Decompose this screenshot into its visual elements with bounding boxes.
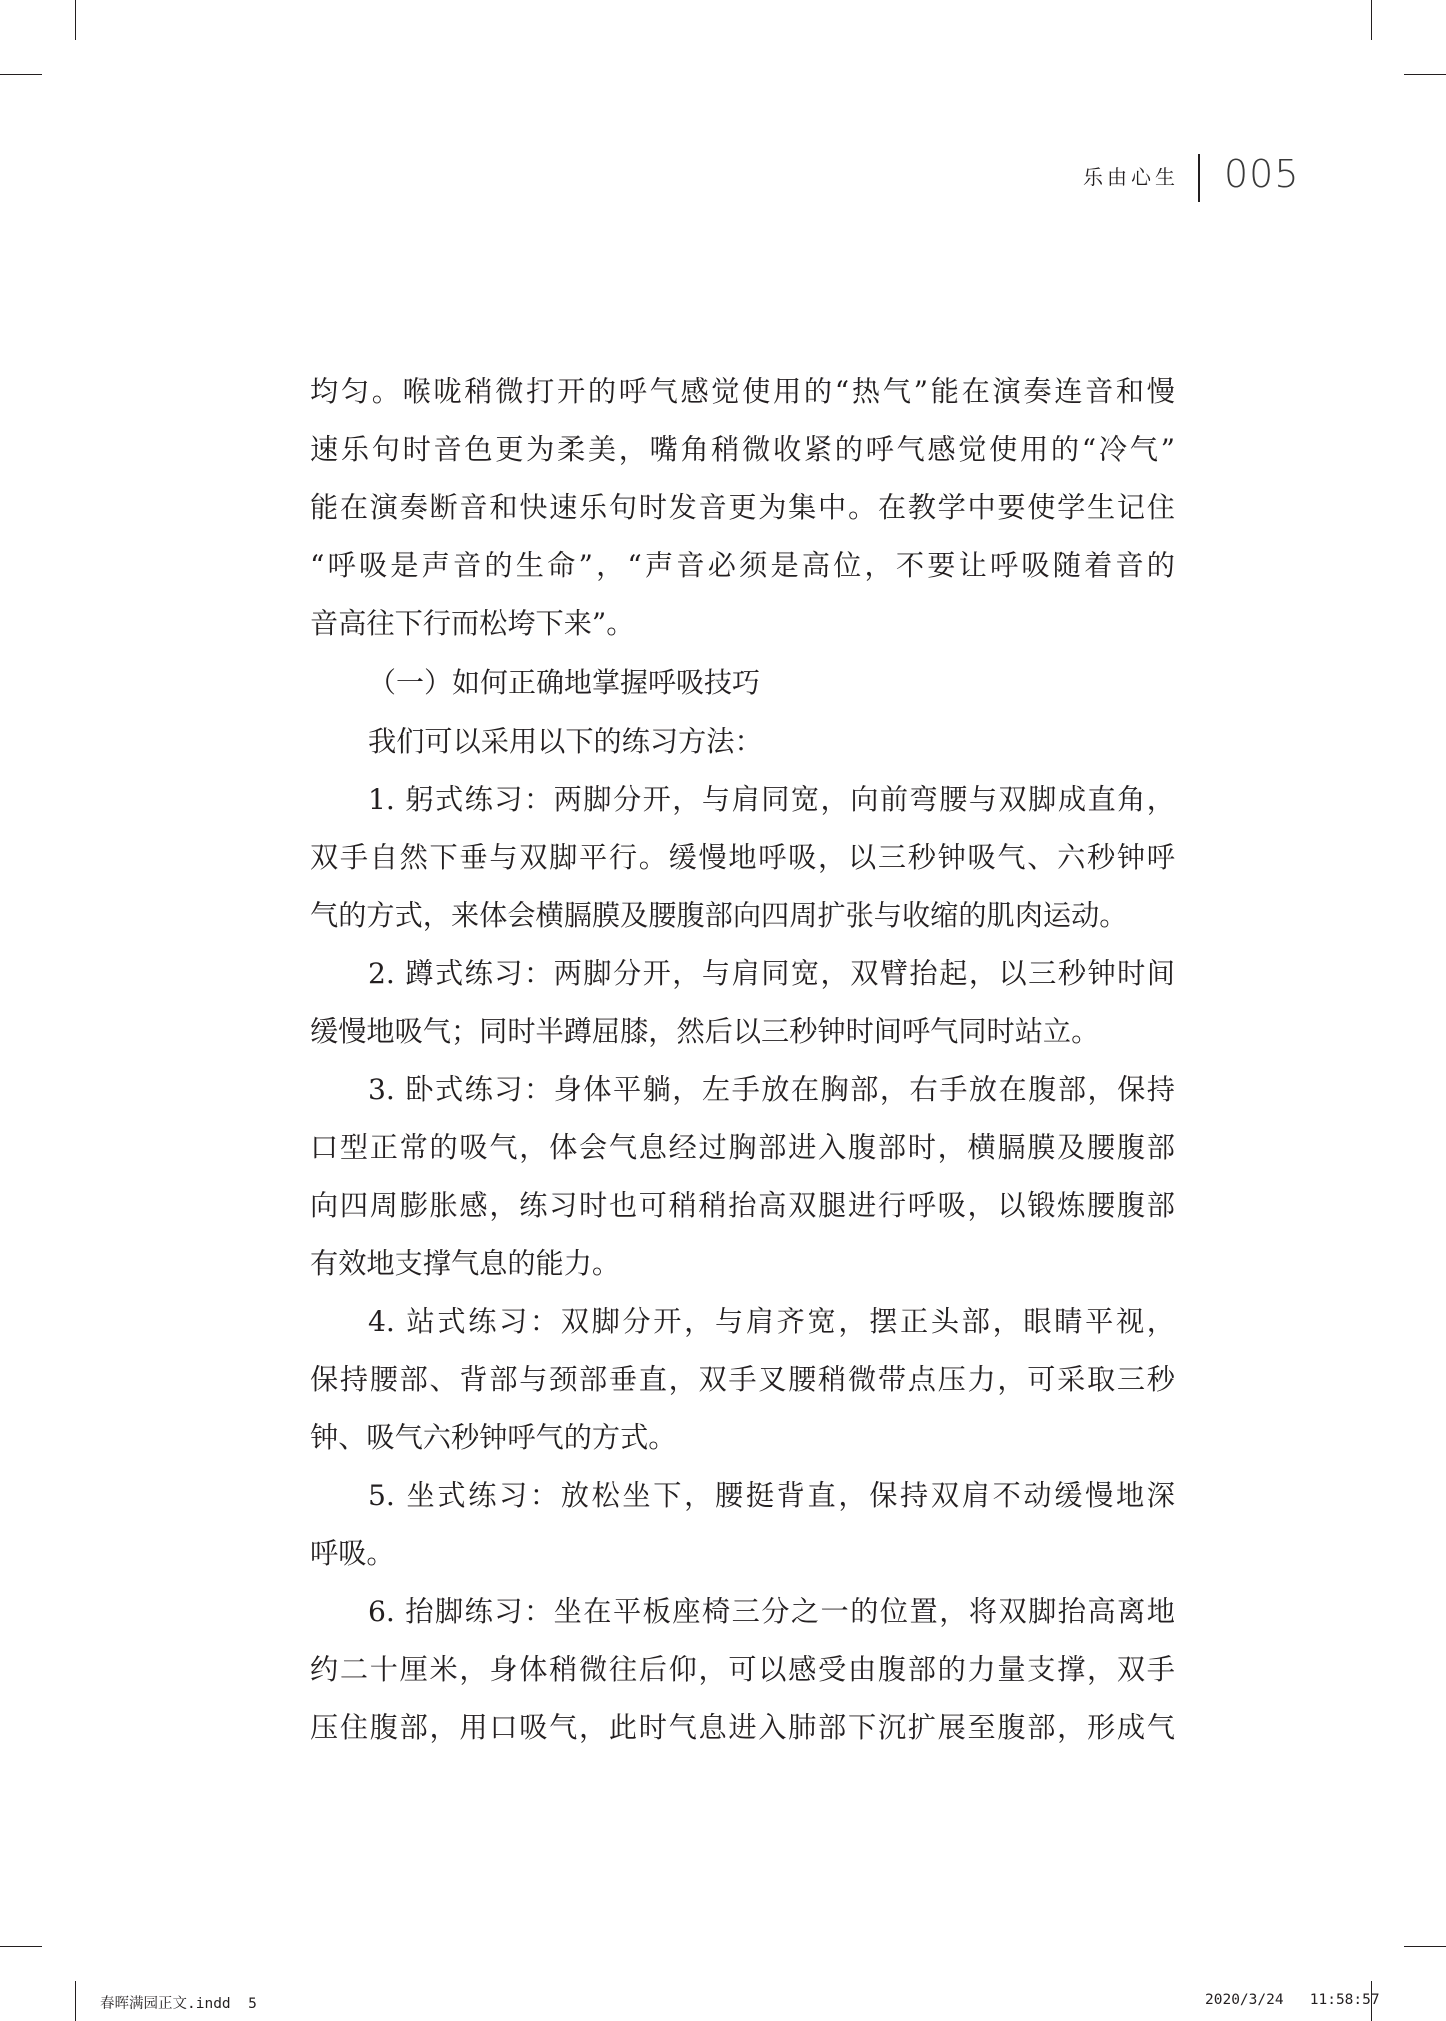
item-3-line: 口型正常的吸气，体会气息经过胸部进入腹部时，横膈膜及腰腹部 <box>310 1131 1175 1164</box>
item-3-line: 向四周膨胀感，练习时也可稍稍抬高双腿进行呼吸，以锻炼腰腹部 <box>310 1189 1175 1222</box>
text-line: 能在演奏断音和快速乐句时发音更为集中。在教学中要使学生记住 <box>310 491 1175 524</box>
header-divider <box>1198 154 1200 202</box>
item-3-line: 有效地支撑气息的能力。 <box>310 1247 621 1280</box>
text-line: 音高往下行而松垮下来”。 <box>310 607 635 640</box>
item-2-line: 2. 蹲式练习：两脚分开，与肩同宽，双臂抬起，以三秒钟时间 <box>368 957 1175 990</box>
intro-line: 我们可以采用以下的练习方法： <box>368 725 763 758</box>
item-6-line: 压住腹部，用口吸气，此时气息进入肺部下沉扩展至腹部，形成气 <box>310 1711 1175 1744</box>
crop-mark <box>1404 74 1446 75</box>
running-header-title: 乐由心生 <box>1083 165 1179 189</box>
text-line: 速乐句时音色更为柔美，嘴角稍微收紧的呼气感觉使用的“冷气” <box>310 433 1175 466</box>
item-1-line: 1. 躬式练习：两脚分开，与肩同宽，向前弯腰与双脚成直角， <box>368 783 1175 816</box>
footer-datetime: 2020/3/24 11:58:57 <box>1205 1992 1380 2008</box>
crop-mark <box>0 1946 42 1947</box>
crop-mark <box>0 74 42 75</box>
item-5-line: 5. 坐式练习：放松坐下，腰挺背直，保持双肩不动缓慢地深 <box>368 1479 1175 1512</box>
item-4-line: 钟、吸气六秒钟呼气的方式。 <box>310 1421 677 1454</box>
page-number: 005 <box>1224 152 1300 196</box>
item-3-line: 3. 卧式练习：身体平躺，左手放在胸部，右手放在腹部，保持 <box>368 1073 1175 1106</box>
item-2-line: 缓慢地吸气；同时半蹲屈膝，然后以三秒钟时间呼气同时站立。 <box>310 1015 1100 1048</box>
crop-mark <box>1371 0 1372 40</box>
section-heading: （一）如何正确地掌握呼吸技巧 <box>368 666 761 699</box>
body-text <box>310 363 1175 1757</box>
item-6-line: 6. 抬脚练习：坐在平板座椅三分之一的位置，将双脚抬高离地 <box>368 1595 1175 1628</box>
footer-file-info: 春晖满园正文.indd 5 <box>100 1996 257 2012</box>
crop-mark <box>75 1981 76 2021</box>
item-5-line: 呼吸。 <box>310 1537 395 1570</box>
item-6-line: 约二十厘米，身体稍微往后仰，可以感受由腹部的力量支撑，双手 <box>310 1653 1175 1686</box>
item-1-line: 双手自然下垂与双脚平行。缓慢地呼吸，以三秒钟吸气、六秒钟呼 <box>310 841 1175 874</box>
crop-mark <box>75 0 76 40</box>
item-1-line: 气的方式，来体会横膈膜及腰腹部向四周扩张与收缩的肌肉运动。 <box>310 899 1128 932</box>
crop-mark <box>1404 1946 1446 1947</box>
text-line: “呼吸是声音的生命”，“声音必须是高位，不要让呼吸随着音的 <box>310 549 1175 582</box>
item-4-line: 保持腰部、背部与颈部垂直，双手叉腰稍微带点压力，可采取三秒 <box>310 1363 1175 1396</box>
text-line: 均匀。喉咙稍微打开的呼气感觉使用的“热气”能在演奏连音和慢 <box>310 375 1175 408</box>
item-4-line: 4. 站式练习：双脚分开，与肩齐宽，摆正头部，眼睛平视， <box>368 1305 1175 1338</box>
